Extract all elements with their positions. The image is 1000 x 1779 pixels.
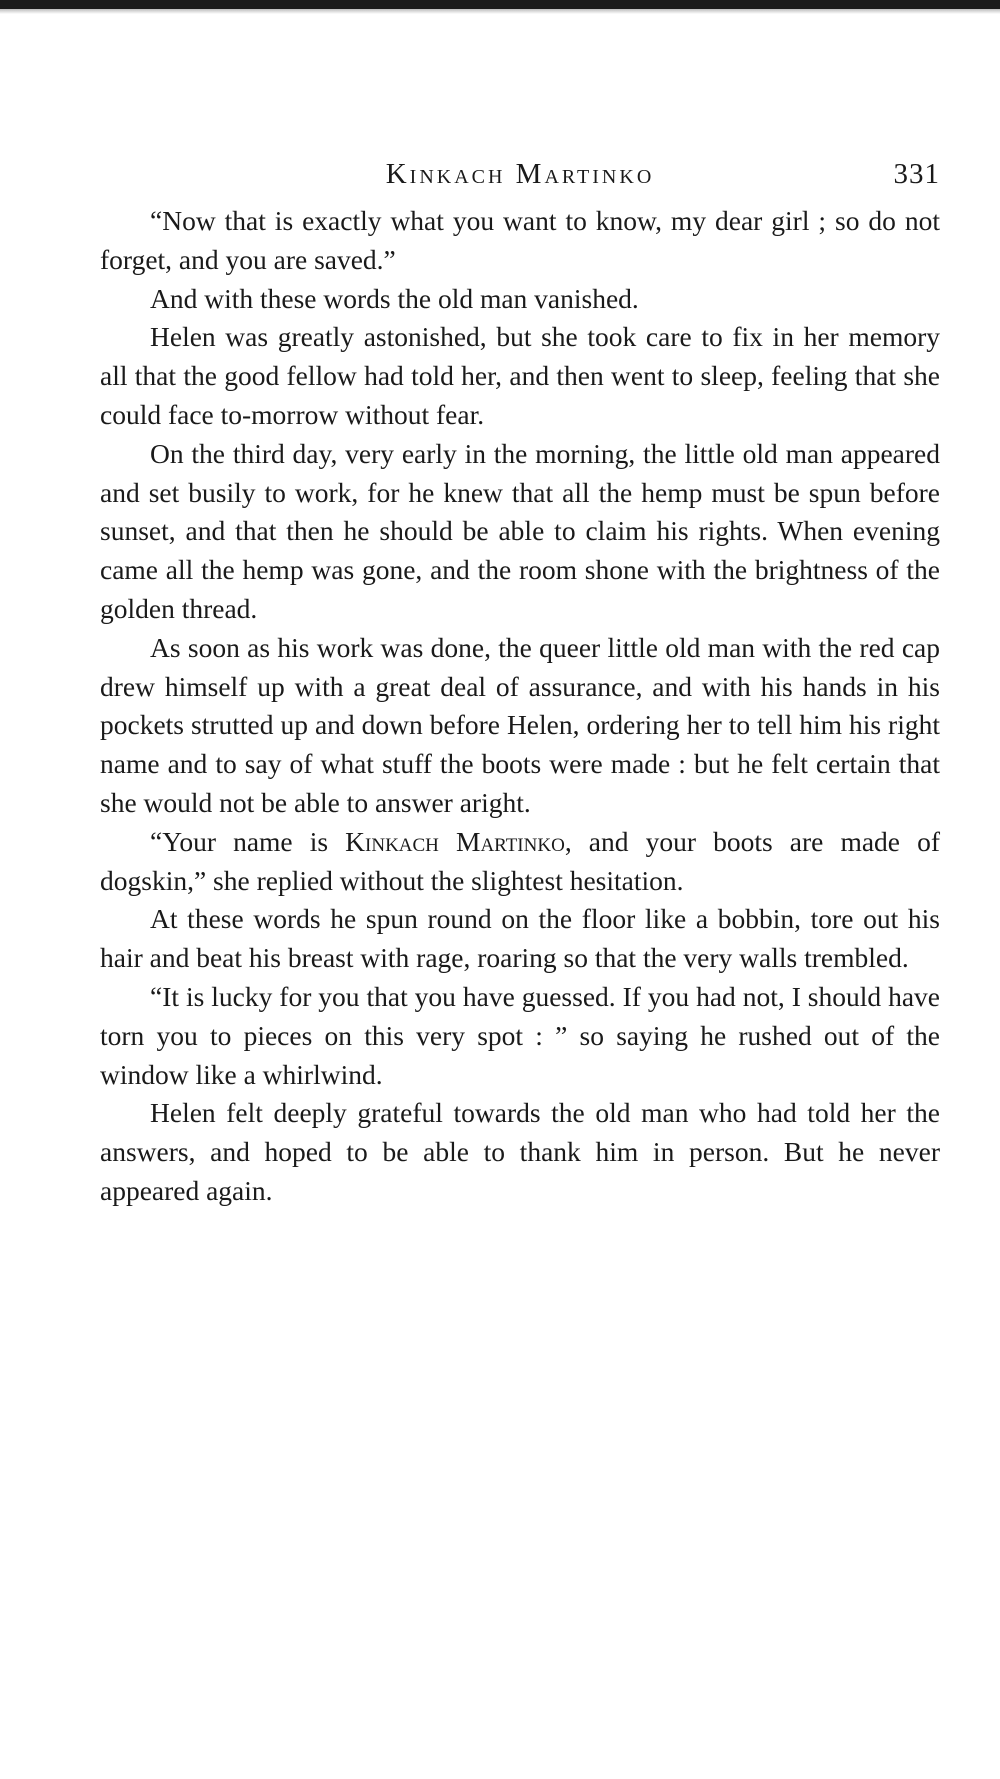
running-head [100,152,940,202]
body-text [100,202,940,1211]
character-name: Kinkach Martinko [345,825,565,857]
paragraph [100,823,940,901]
paragraph: Helen was greatly astonished, but she took care to fix in her memory all that the good fellow had told her, and then went to sleep, feeling that she could face to-morrow without fear. [100,321,940,430]
paragraph: As soon as his work was done, the queer little old man with the red cap drew himself up with a great deal of assurance, and with his hands in his pockets strutted up and down before Helen, ordering her to tell him his right name and to say of what stuff the boots were made : but he felt certain that she would not be able to answer aright. [100,631,940,818]
top-border-rule [0,0,1000,9]
paragraph: “It is lucky for you that you have guessed. If you had not, I should have torn you to pieces on this very spot : ” so saying he rushed out of the window like a whirlwind. [100,980,940,1090]
paragraph: On the third day, very early in the morning, the little old man appeared and set busily to work, for he knew that all the hemp must be spun before sunset, and that then he should be able to claim his rights. When evening came all the hemp was gone, and the room shone with the brightness of the golden thread. [100,437,940,624]
paragraph: Helen felt deeply grateful towards the old man who had told her the answers, and hoped to be able to thank him in person. But he never appeared again. [100,1097,940,1206]
top-border-shadow [0,9,1000,14]
paragraph-text: , and your boots are made of dogskin,” she replied without the slightest hesitation. [100,825,940,896]
paragraph: “Now that is exactly what you want to know, my dear girl ; so do not forget, and you are saved.” [100,205,940,275]
paragraph: At these words he spun round on the floor like a bobbin, tore out his hair and beat his breast with rage, roaring so that the very walls trembled. [100,903,940,974]
paragraph-text: “Your name is [150,825,346,857]
page-number: 331 [893,158,940,190]
paragraph: And with these words the old man vanished. [150,282,639,314]
running-title: Kinkach Martinko [385,158,655,190]
book-page [100,152,940,1211]
